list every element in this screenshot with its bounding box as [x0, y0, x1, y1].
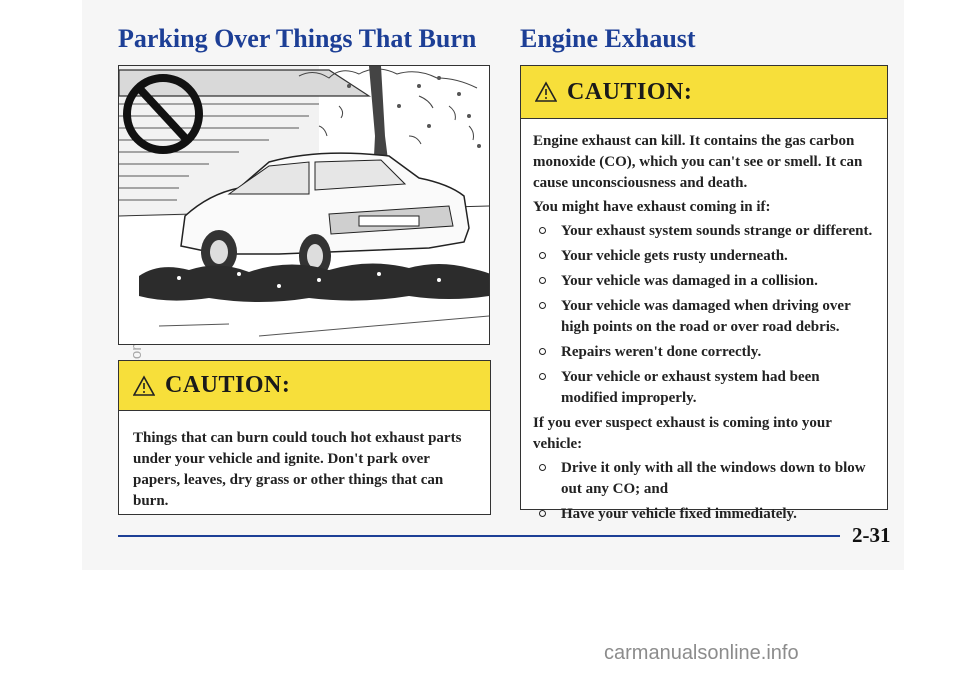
warning-triangle-icon — [133, 375, 155, 397]
bullet-icon — [539, 302, 546, 309]
list-item: Have your vehicle fixed immediately. — [533, 504, 873, 525]
caution-text: Things that can burn could touch hot exhaust parts under your vehicle and ignite. Don't park over papers, leaves, dry grass or other things that can burn. — [133, 430, 462, 509]
footer-watermark: carmanualsonline.info — [604, 642, 799, 664]
caution-box-exhaust — [520, 65, 888, 522]
section-title-engine-exhaust: Engine Exhaust — [520, 24, 696, 53]
list-item: Your vehicle was damaged when driving over high points on the road or over road debris. — [533, 296, 873, 338]
caution-label: CAUTION: — [165, 372, 291, 398]
bullet-icon — [539, 510, 546, 517]
exhaust-symptom-list — [533, 221, 873, 409]
caution-label: CAUTION: — [567, 78, 693, 105]
exhaust-intro: Engine exhaust can kill. It contains the gas carbon monoxide (CO), which you can't see or smell. It can cause unconsciousness and death. — [533, 133, 863, 191]
list-item: Your vehicle or exhaust system had been modified improperly. — [533, 367, 873, 409]
caution-box-parking — [118, 360, 491, 515]
caution-header — [521, 66, 887, 119]
section-title-parking: Parking Over Things That Burn — [118, 24, 477, 53]
bullet-icon — [539, 348, 546, 355]
bullet-icon — [539, 277, 546, 284]
list-item: Repairs weren't done correctly. — [533, 342, 873, 363]
exhaust-suspect-lead: If you ever suspect exhaust is coming into your vehicle: — [533, 415, 832, 452]
warning-triangle-icon — [535, 81, 557, 103]
list-item: Your vehicle gets rusty underneath. — [533, 246, 873, 267]
car-parked-over-leaves-illustration — [118, 65, 490, 345]
exhaust-action-list — [533, 458, 873, 525]
list-item: Your exhaust system sounds strange or different. — [533, 221, 873, 242]
bullet-icon — [539, 227, 546, 234]
bullet-icon — [539, 252, 546, 259]
bullet-icon — [539, 464, 546, 471]
caution-header — [119, 361, 490, 411]
bullet-icon — [539, 373, 546, 380]
list-item: Your vehicle was damaged in a collision. — [533, 271, 873, 292]
footer-rule — [118, 535, 840, 537]
exhaust-list-lead: You might have exhaust coming in if: — [533, 199, 771, 215]
page-number: 2-31 — [852, 523, 891, 547]
list-item: Drive it only with all the windows down to blow out any CO; and — [533, 458, 873, 500]
